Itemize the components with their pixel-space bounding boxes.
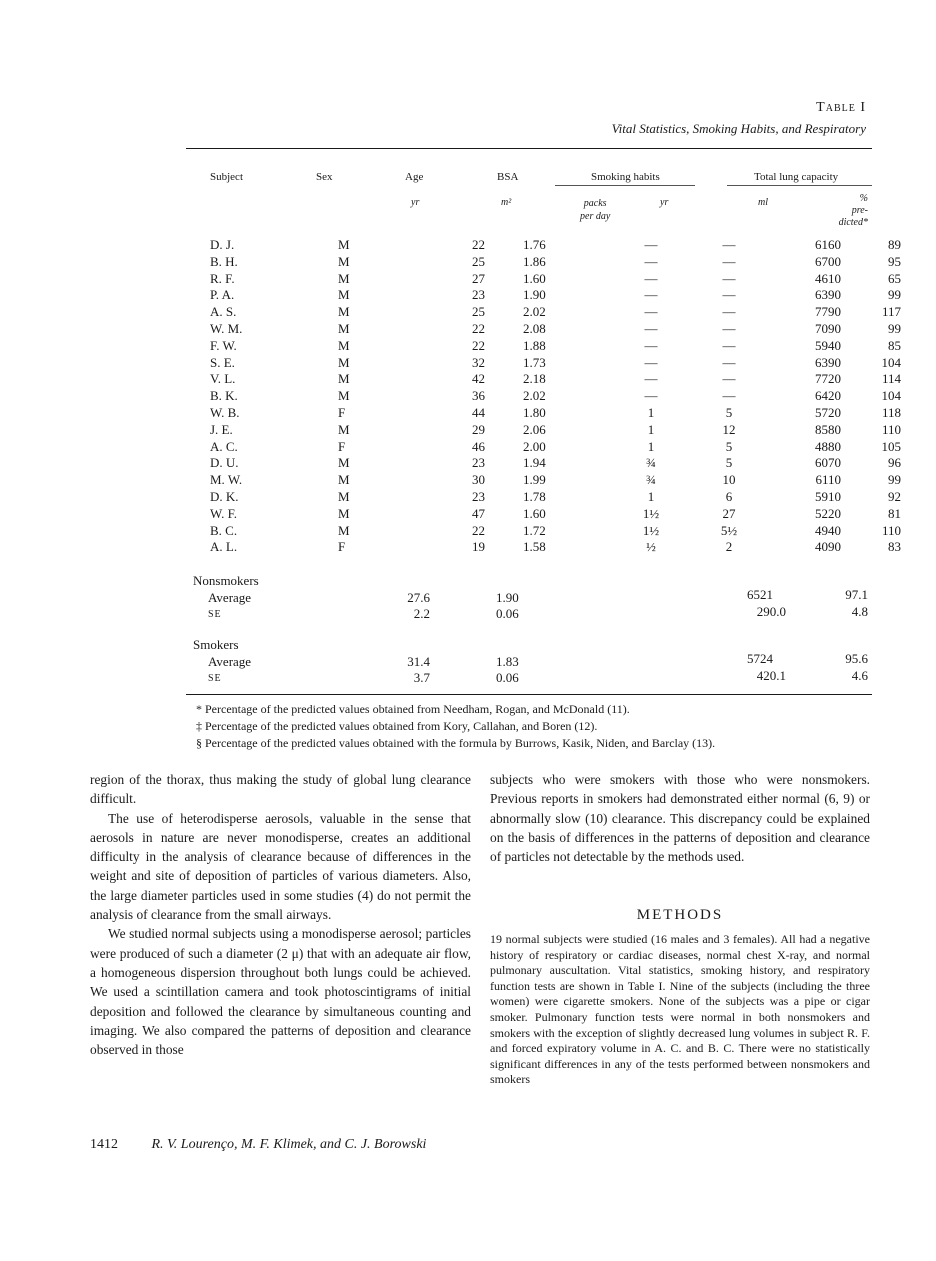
cell-age: 23 (472, 488, 485, 504)
cell-yr: — (722, 337, 736, 353)
cell-packs: — (644, 287, 658, 303)
cell-bsa: 2.02 (523, 388, 546, 404)
nonsmokers-se-bsa: 0.06 (496, 606, 519, 621)
cell-bsa: 1.73 (523, 354, 546, 370)
cell-subject: P. A. (210, 287, 235, 303)
cell-packs: — (644, 253, 658, 269)
cell-packs: — (644, 354, 658, 370)
cell-bsa: 1.78 (523, 488, 546, 504)
cell-pct: 92 (888, 488, 901, 504)
smokers-se-bsa: 0.06 (496, 670, 519, 685)
cell-subject: B. C. (210, 522, 238, 538)
cell-packs: ¾ (646, 455, 656, 471)
smokers-se-pct: 4.6 (851, 668, 868, 683)
tlc-header-rule (727, 185, 872, 186)
cell-pct: 99 (888, 287, 901, 303)
cell-packs: — (644, 320, 658, 336)
body-right-column (490, 770, 870, 866)
table-row (190, 539, 901, 556)
nonsmokers-label: Nonsmokers (193, 573, 259, 588)
page-number: 1412 (90, 1137, 118, 1152)
table-row (190, 321, 901, 338)
cell-pct: 65 (888, 270, 901, 286)
cell-yr: — (722, 371, 736, 387)
cell-ml: 5220 (815, 505, 841, 521)
table-row (190, 355, 901, 372)
cell-packs: 1 (647, 404, 655, 420)
smokers-average-ml: 5724 (747, 651, 773, 666)
cell-subject: A. S. (210, 304, 237, 320)
table-row (190, 489, 901, 506)
smoking-header-rule (555, 185, 695, 186)
cell-ml: 6160 (815, 237, 841, 252)
cell-subject: D. J. (210, 237, 235, 252)
cell-pct: 81 (888, 505, 901, 521)
unit-ml: ml (758, 197, 768, 208)
cell-pct: 110 (881, 421, 901, 437)
cell-sex: M (338, 472, 350, 488)
cell-yr: 5 (725, 438, 733, 454)
table-row (190, 371, 901, 388)
cell-yr: — (722, 287, 736, 303)
cell-ml: 7090 (815, 320, 841, 336)
cell-subject: W. F. (210, 505, 238, 521)
paragraph: The use of heterodisperse aerosols, valuable in the sense that aerosols in nature are never monodisperse, creates an additional difficulty in the analysis of clearance because of differences in the weight and site of deposition of particles of various diameters. Also, the large diameter particles used in some studies (4) do not permit the analysis of clearance from the small airways. (90, 810, 471, 923)
cell-pct: 118 (881, 404, 901, 420)
cell-yr: — (722, 304, 736, 320)
cell-subject: D. K. (210, 488, 239, 504)
nonsmokers-average-ml: 6521 (747, 587, 773, 602)
nonsmokers-se-age: 2.2 (413, 606, 430, 621)
cell-pct: 117 (881, 304, 901, 320)
paragraph: subjects who were smokers with those who were nonsmokers. Previous reports in smokers had demonstrated either normal (6, 9) or abnormally slow (10) clearance. This discrepancy could be explained on the basis of differences in the patterns of deposition and clearance of particles not detectable by the methods used. (490, 772, 870, 865)
cell-bsa: 2.06 (523, 421, 546, 437)
cell-yr: 5½ (720, 522, 738, 538)
cell-subject: R. F. (210, 270, 235, 286)
paragraph: We studied normal subjects using a monodisperse aerosol; particles were produced of such a diameter (2 μ) that with an adequate air flow, a homogeneous dispersion throughout both lungs could be achieved. We used a scintillation camera and took photoscintigrams of initial deposition and followed the clearance by simultaneous counting and imaging. We also compared the patterns of deposition and clearance observed in those (90, 926, 471, 1058)
table-row (190, 271, 901, 288)
cell-packs: 1½ (642, 505, 660, 521)
cell-packs: — (644, 388, 658, 404)
cell-bsa: 2.18 (523, 371, 546, 387)
smokers-average-age: 31.4 (407, 654, 430, 669)
cell-yr: — (722, 354, 736, 370)
cell-age: 25 (472, 304, 485, 320)
cell-yr: 12 (722, 421, 736, 437)
cell-sex: M (338, 388, 350, 404)
cell-packs: — (644, 337, 658, 353)
cell-pct: 114 (881, 371, 901, 387)
table-row (190, 304, 901, 321)
cell-age: 46 (472, 438, 485, 454)
cell-sex: M (338, 371, 350, 387)
footnote-star: * Percentage of the predicted values obtained from Needham, Rogan, and McDonald (11). (196, 702, 630, 716)
cell-sex: F (338, 539, 346, 555)
smokers-se-label: SE (208, 673, 222, 684)
cell-ml: 6110 (815, 472, 841, 488)
methods-heading: METHODS (636, 907, 724, 923)
header-smoking-habits: Smoking habits (591, 171, 660, 183)
cell-ml: 5940 (815, 337, 841, 353)
cell-sex: M (338, 421, 350, 437)
cell-subject: A. C. (210, 438, 238, 454)
cell-bsa: 1.80 (523, 404, 546, 420)
header-bsa: BSA (497, 171, 519, 183)
cell-age: 36 (472, 388, 485, 404)
cell-sex: M (338, 270, 350, 286)
table-row (190, 388, 901, 405)
cell-sex: M (338, 522, 350, 538)
cell-subject: A. L. (210, 539, 238, 555)
cell-yr: 5 (725, 455, 733, 471)
nonsmokers-se-ml: 290.0 (756, 604, 786, 619)
cell-sex: M (338, 237, 350, 252)
cell-pct: 104 (881, 354, 901, 370)
cell-age: 23 (472, 287, 485, 303)
cell-ml: 5910 (815, 488, 841, 504)
cell-subject: B. H. (210, 253, 238, 269)
cell-packs: 1½ (642, 522, 660, 538)
footnote-double-dagger: ‡ Percentage of the predicted values obtained from Kory, Callahan, and Boren (12). (196, 719, 598, 733)
cell-yr: 5 (725, 404, 733, 420)
nonsmokers-se-pct: 4.8 (851, 604, 868, 619)
cell-age: 42 (472, 371, 485, 387)
cell-sex: M (338, 505, 350, 521)
unit-bsa: m² (501, 197, 512, 208)
cell-yr: — (722, 320, 736, 336)
cell-sex: M (338, 320, 350, 336)
cell-pct: 95 (888, 253, 901, 269)
cell-pct: 99 (888, 472, 901, 488)
cell-subject: W. M. (210, 320, 243, 336)
cell-ml: 7790 (815, 304, 841, 320)
cell-packs: — (644, 270, 658, 286)
cell-bsa: 1.76 (523, 237, 546, 252)
cell-age: 25 (472, 253, 485, 269)
cell-ml: 4880 (815, 438, 841, 454)
cell-ml: 6420 (815, 388, 841, 404)
cell-bsa: 1.86 (523, 253, 546, 269)
header-total-lung-capacity: Total lung capacity (754, 171, 839, 183)
table-label: Table I (816, 100, 866, 115)
cell-sex: M (338, 354, 350, 370)
cell-yr: — (722, 237, 736, 252)
nonsmokers-average-bsa: 1.90 (496, 590, 519, 605)
smokers-average-pct: 95.6 (845, 651, 868, 666)
cell-sex: M (338, 287, 350, 303)
footnote-section: § Percentage of the predicted values obtained with the formula by Burrows, Kasik, Niden, and Barclay (13). (196, 736, 716, 750)
nonsmokers-se-label: SE (208, 609, 222, 620)
cell-pct: 83 (888, 539, 901, 555)
cell-bsa: 1.90 (523, 287, 546, 303)
cell-sex: M (338, 304, 350, 320)
cell-ml: 6390 (815, 354, 841, 370)
cell-yr: 27 (722, 505, 736, 521)
subjects-table (190, 237, 901, 556)
cell-bsa: 2.08 (523, 320, 546, 336)
cell-sex: M (338, 455, 350, 471)
cell-sex: M (338, 337, 350, 353)
cell-ml: 6070 (815, 455, 841, 471)
cell-pct: 96 (888, 455, 901, 471)
cell-ml: 4090 (815, 539, 841, 555)
cell-yr: — (722, 388, 736, 404)
cell-age: 44 (472, 404, 485, 420)
cell-pct: 105 (881, 438, 901, 454)
cell-subject: W. B. (210, 404, 240, 420)
cell-subject: V. L. (210, 371, 236, 387)
cell-ml: 7720 (815, 371, 841, 387)
nonsmokers-average-age: 27.6 (407, 590, 430, 605)
authors: R. V. Lourenço, M. F. Klimek, and C. J. Borowski (151, 1137, 427, 1152)
cell-pct: 104 (881, 388, 901, 404)
cell-packs: — (644, 371, 658, 387)
cell-age: 22 (472, 337, 485, 353)
cell-packs: — (644, 304, 658, 320)
unit-packs-per-day: packs per day (580, 198, 611, 222)
body-left-column (90, 770, 471, 1059)
cell-pct: 89 (888, 237, 901, 252)
cell-packs: 1 (647, 438, 655, 454)
nonsmokers-average-pct: 97.1 (845, 587, 868, 602)
table-row (190, 472, 901, 489)
cell-age: 27 (472, 270, 485, 286)
table-row (190, 405, 901, 422)
cell-packs: ½ (646, 539, 656, 555)
cell-yr: 10 (722, 472, 736, 488)
cell-packs: ¾ (646, 472, 656, 488)
smokers-se-age: 3.7 (413, 670, 430, 685)
table-caption: Vital Statistics, Smoking Habits, and Respiratory (611, 121, 866, 136)
table-row (190, 422, 901, 439)
cell-ml: 6390 (815, 287, 841, 303)
smokers-se-ml: 420.1 (756, 668, 786, 683)
cell-pct: 110 (881, 522, 901, 538)
cell-bsa: 1.58 (523, 539, 546, 555)
cell-sex: F (338, 438, 346, 454)
cell-bsa: 1.60 (523, 270, 546, 286)
cell-age: 22 (472, 320, 485, 336)
cell-age: 32 (472, 354, 485, 370)
table-row (190, 338, 901, 355)
cell-yr: 2 (725, 539, 733, 555)
table-row (190, 439, 901, 456)
table-bottom-rule (186, 694, 872, 695)
cell-age: 47 (472, 505, 485, 521)
unit-smoking-yr: yr (660, 197, 669, 208)
page-footer (90, 1137, 426, 1153)
table-row (190, 254, 901, 271)
cell-sex: M (338, 488, 350, 504)
table-row (190, 455, 901, 472)
cell-bsa: 1.94 (523, 455, 546, 471)
cell-bsa: 2.00 (523, 438, 546, 454)
header-age: Age (405, 171, 424, 183)
cell-bsa: 1.72 (523, 522, 546, 538)
cell-packs: 1 (647, 421, 655, 437)
cell-pct: 99 (888, 320, 901, 336)
cell-subject: F. W. (210, 337, 237, 353)
cell-bsa: 1.60 (523, 505, 546, 521)
cell-bsa: 1.88 (523, 337, 546, 353)
cell-subject: M. W. (210, 472, 243, 488)
cell-packs: 1 (647, 488, 655, 504)
cell-ml: 4610 (815, 270, 841, 286)
smokers-average-label: Average (208, 654, 252, 669)
cell-age: 29 (472, 421, 485, 437)
cell-yr: — (722, 270, 736, 286)
cell-age: 22 (472, 237, 485, 252)
unit-age: yr (411, 197, 420, 208)
cell-age: 23 (472, 455, 485, 471)
table-top-rule (186, 148, 872, 149)
table-row (190, 287, 901, 304)
cell-pct: 85 (888, 337, 901, 353)
cell-subject: D. U. (210, 455, 239, 471)
cell-age: 19 (472, 539, 485, 555)
table-row (190, 523, 901, 540)
unit-percent-predicted: % pre- dicted* (838, 193, 868, 228)
cell-subject: S. E. (210, 354, 235, 370)
table-row (190, 237, 901, 254)
cell-sex: F (338, 404, 346, 420)
cell-sex: M (338, 253, 350, 269)
table-row (190, 506, 901, 523)
paragraph: region of the thorax, thus making the study of global lung clearance difficult. (90, 772, 471, 807)
nonsmokers-average-label: Average (208, 590, 252, 605)
cell-ml: 6700 (815, 253, 841, 269)
smokers-label: Smokers (193, 637, 239, 652)
cell-bsa: 2.02 (523, 304, 546, 320)
cell-subject: B. K. (210, 388, 238, 404)
cell-yr: — (722, 253, 736, 269)
cell-age: 30 (472, 472, 485, 488)
smokers-average-bsa: 1.83 (496, 654, 519, 669)
methods-text: 19 normal subjects were studied (16 males and 3 females). All had a negative history of respiratory or cardiac diseases, normal chest X-ray, and normal pulmonary auscultation. Vital statistics, smoking history, and respiratory function tests are shown in Table I. Nine of the subjects (including the three women) were cigarette smokers. None of the subjects was a pipe or cigar smoker. Pulmonary function tests were normal in both nonsmokers and smokers with the exception of slightly decreased lung volumes in subject R. F. and forced expiratory volume in A. C. and B. C. There were no statistically significant differences in any of the tests performed between nonsmokers and smokers (490, 932, 870, 1087)
cell-ml: 5720 (815, 404, 841, 420)
header-subject: Subject (210, 171, 243, 183)
header-sex: Sex (316, 171, 333, 183)
cell-ml: 4940 (815, 522, 841, 538)
cell-ml: 8580 (815, 421, 841, 437)
cell-subject: J. E. (210, 421, 233, 437)
cell-bsa: 1.99 (523, 472, 546, 488)
cell-packs: — (644, 237, 658, 252)
cell-age: 22 (472, 522, 485, 538)
cell-yr: 6 (725, 488, 733, 504)
